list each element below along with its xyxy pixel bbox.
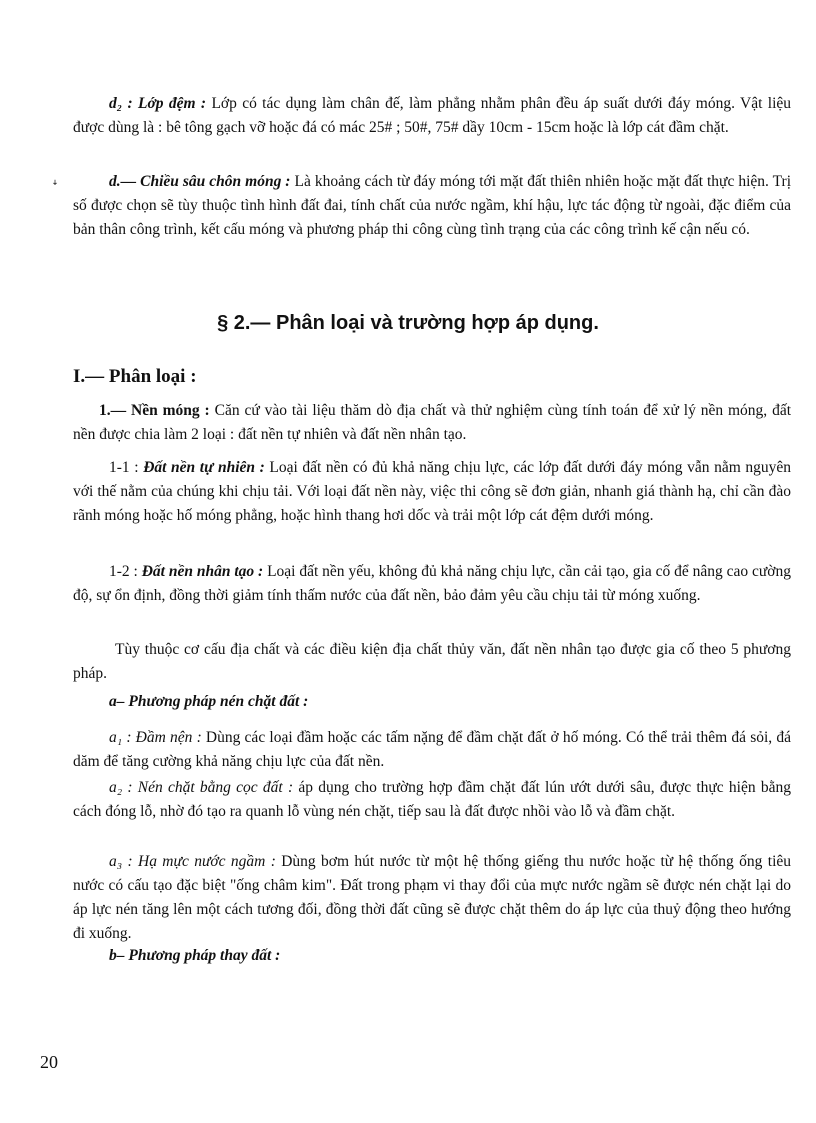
a3-label: a₃ : Hạ mực nước ngầm : [109,853,276,870]
p11-num: 1-1 : [109,459,144,476]
subheading-b [73,944,791,968]
tuy-thuoc-text: Tùy thuộc cơ cấu địa chất và các điều kiện địa chất thủy văn, đất nền nhân tạo được gia cố theo 5 phương pháp. [73,641,791,682]
paragraph-a1 [73,726,791,774]
paragraph-d [73,170,791,242]
paragraph-1-2 [73,560,791,608]
a1-label: a₁ : Đầm nện : [109,729,202,746]
part-title: I.— Phân loại : [73,366,197,387]
subheading-a [73,690,791,714]
paragraph-a2 [73,776,791,824]
paragraph-d2 [73,92,791,140]
a3-text: Dùng bơm hút nước từ một hệ thống giếng thu nước hoặc từ hệ thống ống tiêu nước có cấu tạo đặc biệt "ống châm kim". Đất trong phạm vi thay đổi của mực nước ngầm sẽ được nén chặt lại do áp lực nén tăng lên một cách tương đối, đồng thời đất cũng sẽ được chặt thêm do áp lực của thuỷ động theo hướng đi xuống. [73,853,792,942]
paragraph-1-1 [73,456,791,528]
section-title: § 2.— Phân loại và trường hợp áp dụng. [217,312,599,334]
d-label: d.— Chiều sâu chôn móng : [109,173,291,190]
a2-text: áp dụng cho trường hợp đầm chặt đất lún ướt dưới sâu, được thực hiện bằng cách đóng lỗ, nhờ đó tạo ra quanh lỗ vùng nén chặt, tiếp sau là đất được nhồi vào lỗ và đầm chặt. [73,779,791,820]
p11-label: Đất nền tự nhiên : [143,459,265,476]
paragraph-a3 [73,850,791,946]
paragraph-tuy-thuoc [73,638,791,686]
p11-text: Loại đất nền có đủ khả năng chịu lực, các lớp đất dưới đáy móng vẫn nằm nguyên với thế nằm của chúng khi chịu tải. Với loại đất nền này, việc thi công sẽ đơn giản, nhanh giá thành hạ, chỉ cần đào rãnh móng hoặc hố móng phẳng, hoặc hình thang hơi dốc và trải một lớp cát đệm dưới móng. [73,459,792,524]
p12-label: Đất nền nhân tạo : [141,563,264,580]
a2-label: a₂ : Nén chặt bằng cọc đất : [109,779,294,796]
paragraph-nen-mong [73,399,791,447]
nen-mong-text: Căn cứ vào tài liệu thăm dò địa chất và thử nghiệm cùng tính toán để xử lý nền móng, đất nền được chia làm 2 loại : đất nền tự nhiên và đất nền nhân tạo. [73,402,792,443]
page-number: 20 [40,1052,58,1072]
margin-mark: ꜜ [52,180,58,194]
p12-num: 1-2 : [109,563,142,580]
d2-label: d₂ : Lớp đệm : [109,95,207,112]
d2-text: Lớp có tác dụng làm chân đế, làm phẳng nhằm phân đều áp suất dưới đáy móng. Vật liệu được dùng là : bê tông gạch vỡ hoặc đá có mác 25# ; 50#, 75# dầy 10cm - 15cm hoặc là lớp cát đầm chặt. [73,95,792,136]
p12-text: Loại đất nền yếu, không đủ khả năng chịu lực, cần cải tạo, gia cố để nâng cao cường độ, sự ổn định, đồng thời giảm tính thấm nước của đất nền, bảo đảm yêu cầu chịu tải từ móng xuống. [73,563,791,604]
d-text: Là khoảng cách từ đáy móng tới mặt đất thiên nhiên hoặc mặt đất thực hiện. Trị số được chọn sẽ tùy thuộc tình hình đất đai, tính chất của nước ngầm, khí hậu, lực tác động từ ngoài, đặc điểm của bản thân công trình, kết cấu móng và phương pháp thi công cùng tình trạng của các công trình kế cận nếu có. [73,173,791,238]
nen-mong-label: 1.— Nền móng : [99,402,210,419]
sub-a-text: a– Phương pháp nén chặt đất : [109,693,309,710]
sub-b-text: b– Phương pháp thay đất : [109,947,281,964]
a1-text: Dùng các loại đầm hoặc các tấm nặng để đầm chặt đất ở hố móng. Có thể trải thêm đá sỏi, đá dăm để tăng cường khả năng chịu lực của đất nền. [73,729,791,770]
